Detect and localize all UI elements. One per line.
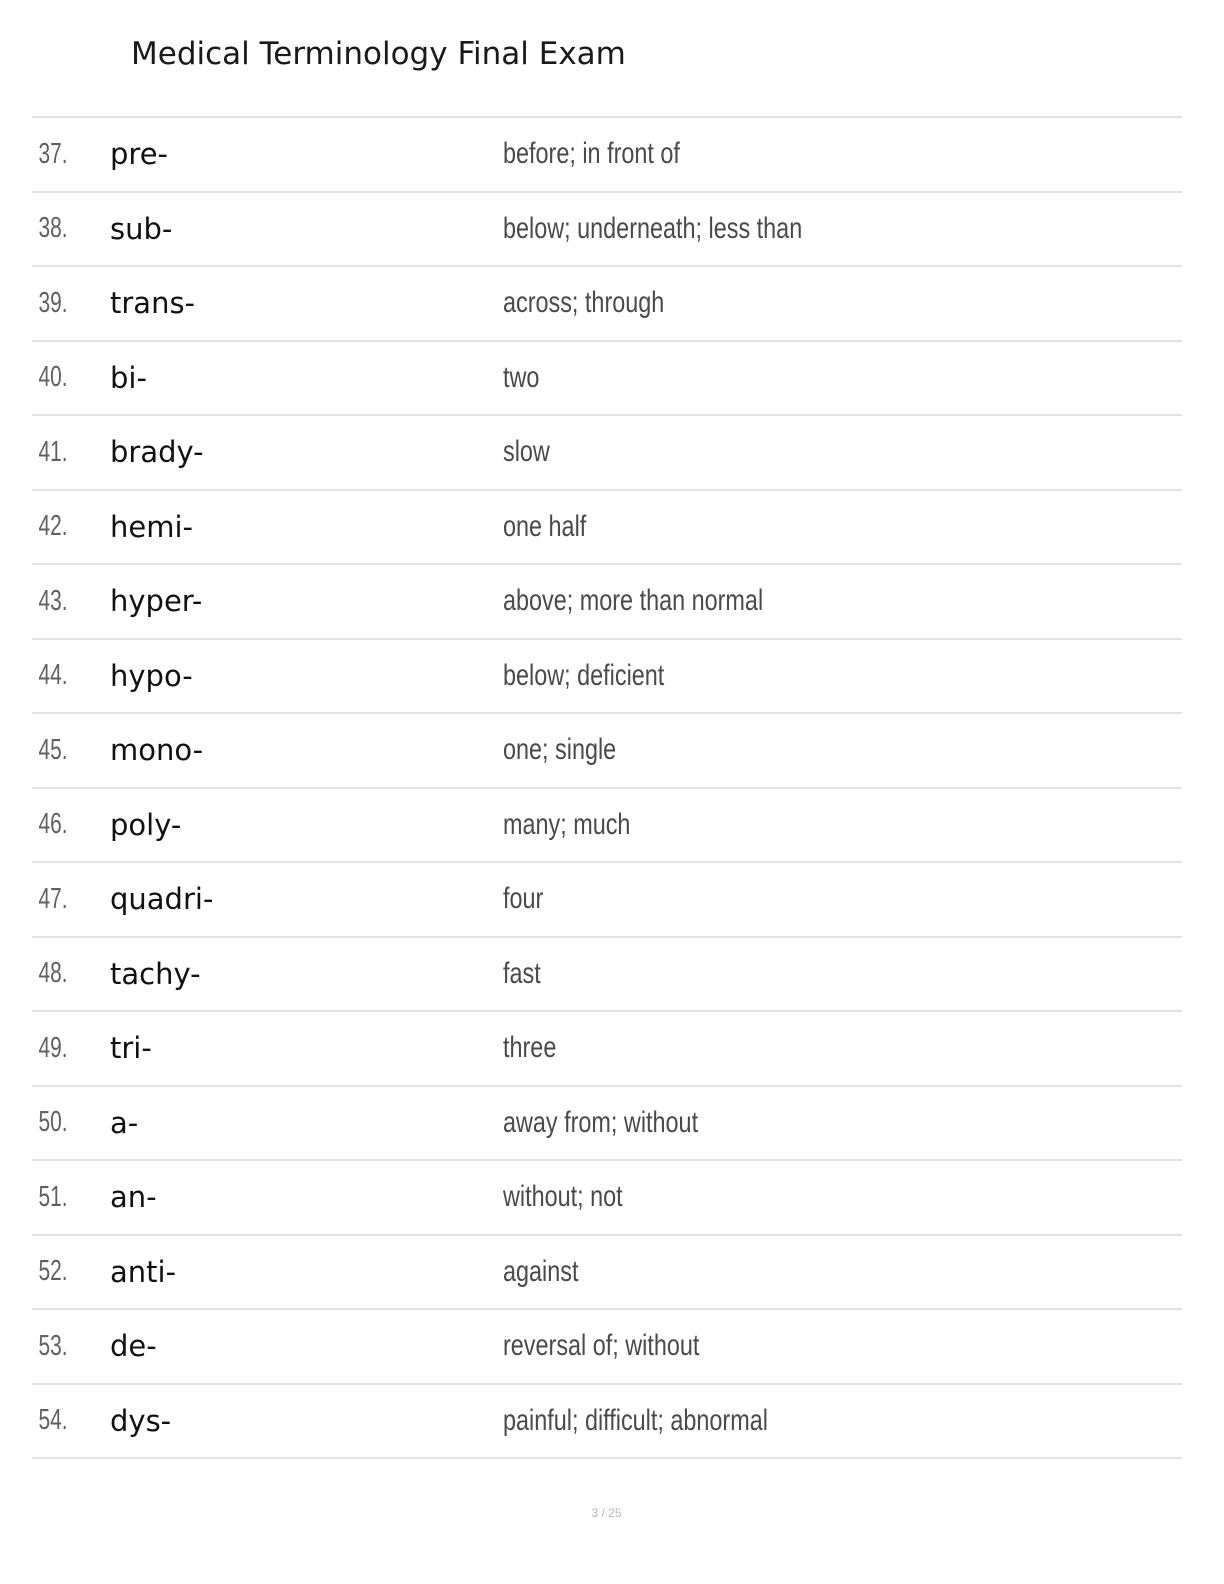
term-row [32,1310,1182,1385]
term-row [32,491,1182,566]
term-number: 37. [38,137,68,170]
term-prefix: hypo- [110,658,193,693]
term-prefix: tri- [110,1031,152,1066]
term-prefix: bi- [110,360,147,395]
term-row [32,714,1182,789]
term-number: 42. [38,510,68,543]
term-number: 38. [38,212,68,245]
term-prefix: tachy- [110,956,201,991]
term-meaning: across; through [503,286,665,320]
term-number: 50. [38,1106,68,1139]
term-number: 52. [38,1255,68,1288]
term-meaning: painful; difficult; abnormal [503,1403,768,1437]
term-prefix: mono- [110,733,204,768]
term-prefix: hyper- [110,584,203,619]
term-row [32,1385,1182,1460]
term-meaning: against [503,1254,579,1288]
term-number: 40. [38,361,68,394]
term-table [32,116,1182,1459]
term-meaning: four [503,882,544,916]
term-prefix: a- [110,1105,139,1140]
term-meaning: many; much [503,807,631,841]
term-meaning: one half [503,509,587,543]
term-meaning: three [503,1031,557,1065]
term-prefix: brady- [110,435,204,470]
page-number: 3 / 25 [591,1506,622,1520]
term-number: 53. [38,1329,68,1362]
term-row [32,1087,1182,1162]
term-number: 41. [38,435,68,468]
term-number: 48. [38,957,68,990]
term-number: 39. [38,286,68,319]
term-meaning: below; deficient [503,658,665,692]
term-prefix: sub- [110,211,173,246]
term-prefix: anti- [110,1254,177,1289]
term-number: 44. [38,659,68,692]
term-row [32,938,1182,1013]
term-meaning: reversal of; without [503,1329,700,1363]
term-meaning: before; in front of [503,137,680,171]
term-row [32,118,1182,193]
term-prefix: poly- [110,807,182,842]
page-title: Medical Terminology Final Exam [131,36,626,72]
term-row [32,342,1182,417]
term-meaning: fast [503,956,541,990]
term-meaning: away from; without [503,1105,699,1139]
term-meaning: above; more than normal [503,584,764,618]
term-row [32,1012,1182,1087]
term-prefix: de- [110,1329,157,1364]
term-number: 47. [38,882,68,915]
term-prefix: an- [110,1180,157,1215]
term-row [32,416,1182,491]
term-row [32,640,1182,715]
term-row [32,193,1182,268]
term-meaning: two [503,360,540,394]
term-number: 43. [38,584,68,617]
term-number: 54. [38,1404,68,1437]
term-row [32,1236,1182,1311]
term-prefix: dys- [110,1403,172,1438]
term-row [32,789,1182,864]
term-meaning: below; underneath; less than [503,211,803,245]
term-prefix: pre- [110,137,168,172]
term-prefix: hemi- [110,509,193,544]
term-number: 51. [38,1180,68,1213]
term-number: 49. [38,1031,68,1064]
term-row [32,863,1182,938]
term-row [32,565,1182,640]
term-meaning: slow [503,435,550,469]
term-row [32,1161,1182,1236]
term-meaning: without; not [503,1180,623,1214]
term-number: 46. [38,808,68,841]
term-row [32,267,1182,342]
term-meaning: one; single [503,733,617,767]
term-number: 45. [38,733,68,766]
term-prefix: quadri- [110,882,214,917]
term-prefix: trans- [110,286,196,321]
